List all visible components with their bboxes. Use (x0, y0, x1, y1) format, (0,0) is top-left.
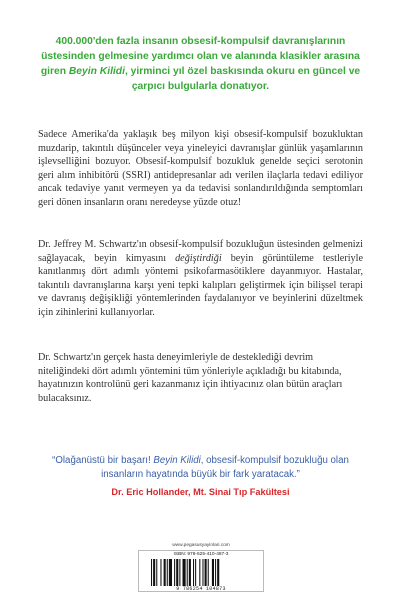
quote-book-title: Beyin Kilidi (153, 455, 201, 466)
quote-text-start: “Olağanüstü bir başarı! (52, 455, 154, 466)
paragraph-2-text-end: beyin görüntüleme testleriyle kanıtlanmış dört adımlı yöntemi psikofarmasötiklere dayanmıyor. Hastalar, takıntılı davranışlarına karşı yeni tepki kalıpları geliştirmek için bilişsel terapi ve davranış değişikliği yöntemlerinden faydalanıyor ve beyinlerini düzeltmek için zihinlerini kullanıyorlar. (38, 252, 363, 318)
paragraph-2-text-start: Dr. Jeffrey M. Schwartz'ın obsesif-kompulsif bozukluğun üstesinden gelmenizi sağlayacak, beyin kimyasını (38, 239, 363, 264)
publisher-website: www.pegasusyayinlari.com (172, 543, 230, 548)
endorsement-quote (38, 454, 363, 482)
blurb-text-start: 400.000'den fazla insanın obsesif-kompulsif davranışlarının üstesinden gelmesine yardımcı olan ve alanında klasikler arasına giren (40, 36, 360, 77)
description-paragraph-3: Dr. Schwartz'ın gerçek hasta deneyimleriyle de desteklediği devrim niteliğindeki dört adımlı yöntemini tüm yönleriyle açıkladığı bu kitabında, hayatınızın kontrolünü geri kazanmanız için ihtiyacınız olan bütün araçları bulacaksınız. (38, 352, 343, 404)
paragraph-2-emphasis: değiştirdiği (175, 252, 222, 264)
quote-attribution: Dr. Eric Hollander, Mt. Sinai Tıp Fakültesi (111, 487, 290, 497)
barcode-digits: 9 786254 104873 (176, 586, 226, 592)
barcode-label (138, 550, 264, 592)
cover-blurb (38, 34, 363, 94)
description-paragraph-2 (38, 238, 363, 320)
blurb-book-title: Beyin Kilidi (68, 66, 125, 77)
blurb-text-end: , yirminci yıl özel baskısında okuru en güncel ve çarpıcı bulgularla donatıyor. (124, 66, 361, 92)
barcode-icon (151, 559, 253, 586)
isbn-number: ISBN: 978-625-410-487-3 (173, 552, 229, 557)
quote-text-end: , obsesif-kompulsif bozukluğu olan insanların hayatında büyük bir fark yaratacak.” (101, 455, 349, 480)
description-paragraph-1: Sadece Amerika'da yaklaşık beş milyon kişi obsesif-kompulsif bozukluktan muzdarip, takıntılı düşünceler veya yineleyici davranışlar günlük yaşamlarının işlevselliğini bozuyor. Obsesif-kompulsif bozukluk genelde seçici serotonin geri alım inhibitörü (SSRI) antidepresanlar adı verilen ilaçlarla tedavi ediliyor ancak tedaviye yanıt vermeyen ya da tedavisi sonlandırıldığında semptomları geri dönen insanların oranı neredeyse yüzde otuz! (38, 129, 363, 208)
